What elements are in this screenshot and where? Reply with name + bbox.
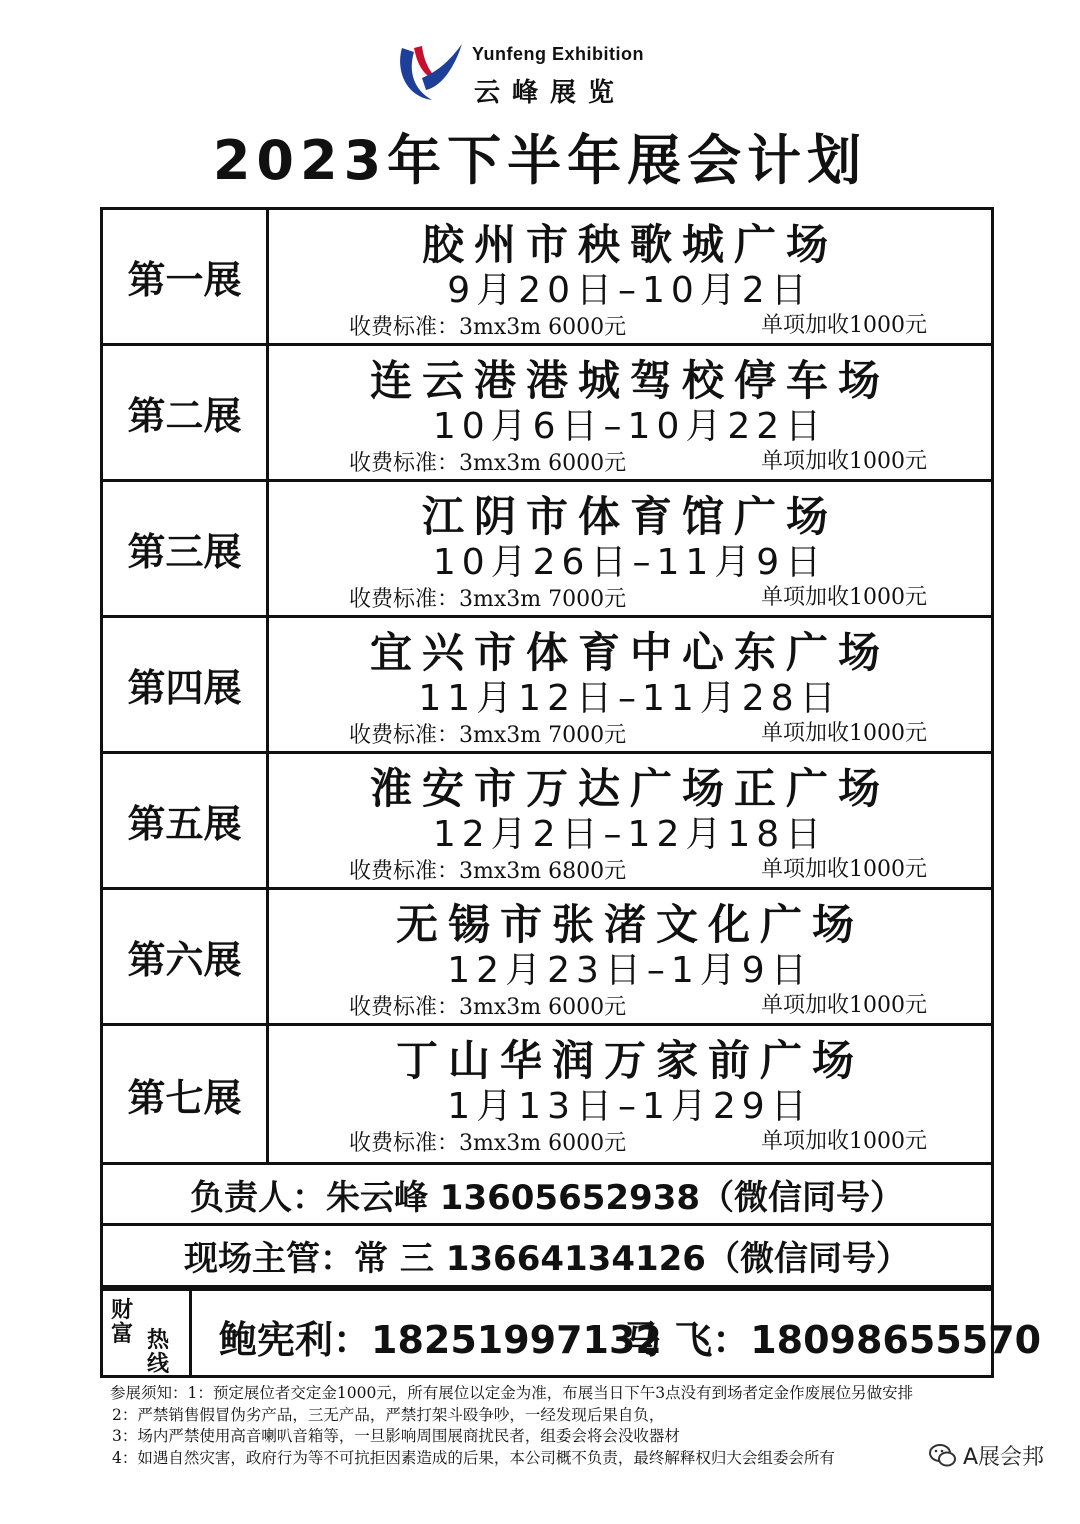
exhibition-label: 第一展 (103, 210, 269, 343)
exhibition-fee: 收费标准：3mx3m 6000元 (349, 1131, 627, 1156)
exhibition-venue: 连云港港城驾校停车场 (369, 356, 890, 405)
exhibition-dates: 10月6日–10月22日 (432, 406, 828, 447)
exhibition-row (103, 618, 991, 754)
exhibition-fee: 收费标准：3mx3m 6000元 (349, 451, 627, 476)
watermark-text: A展会邦 (962, 1445, 1044, 1470)
exhibition-dates: 11月12日–11月28日 (418, 678, 842, 719)
hotline-char: 热 (147, 1328, 170, 1353)
exhibition-dates: 1月13日–1月29日 (447, 1086, 813, 1127)
exhibition-label: 第七展 (103, 1026, 269, 1162)
exhibition-venue: 淮安市万达广场正广场 (369, 764, 890, 813)
exhibition-schedule-table (100, 207, 994, 1165)
exhibition-row (103, 482, 991, 618)
exhibition-extra-fee: 单项加收1000元 (761, 1129, 927, 1154)
exhibition-venue: 胶州市秧歌城广场 (421, 220, 838, 269)
note-line: 参展须知：1：预定展位者交定金1000元，所有展位以定金为准，布展当日下午3点没有到场者定金作废展位另做安排 (110, 1384, 914, 1402)
exhibition-extra-fee: 单项加收1000元 (761, 585, 927, 610)
hotline-label (103, 1291, 192, 1375)
exhibition-dates: 10月26日–11月9日 (432, 542, 828, 583)
logo-mark-icon (392, 38, 464, 108)
exhibition-details (269, 210, 991, 343)
exhibition-extra-fee: 单项加收1000元 (761, 313, 927, 338)
exhibition-venue: 江阴市体育馆广场 (421, 492, 838, 541)
exhibition-row (103, 754, 991, 890)
exhibition-dates: 12月2日–12月18日 (432, 814, 828, 855)
exhibition-extra-fee: 单项加收1000元 (761, 449, 927, 474)
exhibition-extra-fee: 单项加收1000元 (761, 721, 927, 746)
hotline-char: 财 (111, 1298, 134, 1323)
exhibition-fee: 收费标准：3mx3m 6000元 (349, 995, 627, 1020)
note-line: 4：如遇自然灾害，政府行为等不可抗拒因素造成的后果，本公司概不负责，最终解释权归大会组委会所有 (112, 1448, 835, 1467)
note-line: 2：严禁销售假冒伪劣产品，三无产品，严禁打架斗殴争吵，一经发现后果自负， (112, 1405, 665, 1424)
page-title: 2023年下半年展会计划 (212, 129, 868, 192)
exhibition-venue: 无锡市张渚文化广场 (395, 900, 864, 949)
exhibition-details (269, 1026, 991, 1162)
exhibition-details (269, 346, 991, 479)
exhibition-label: 第五展 (103, 754, 269, 887)
exhibition-label: 第六展 (103, 890, 269, 1023)
exhibition-details (269, 618, 991, 751)
exhibition-fee: 收费标准：3mx3m 6000元 (349, 315, 627, 340)
exhibition-row (103, 890, 991, 1026)
exhibition-fee: 收费标准：3mx3m 7000元 (349, 587, 627, 612)
hotline-contact-1: 鲍宪利：18251997132 (219, 1318, 662, 1362)
exhibition-details (269, 890, 991, 1023)
hotline-char: 富 (111, 1322, 134, 1347)
exhibition-extra-fee: 单项加收1000元 (761, 857, 927, 882)
exhibition-fee: 收费标准：3mx3m 7000元 (349, 723, 627, 748)
exhibition-label: 第二展 (103, 346, 269, 479)
exhibition-label: 第三展 (103, 482, 269, 615)
exhibition-row (103, 210, 991, 346)
exhibitor-notes (110, 1383, 1010, 1469)
exhibition-label: 第四展 (103, 618, 269, 751)
company-logo (392, 38, 682, 108)
manager-contact: 负责人：朱云峰 13605652938（微信同号） (100, 1162, 994, 1226)
logo-english-name: Yunfeng Exhibition (472, 44, 644, 64)
exhibition-dates: 9月20日–10月2日 (447, 270, 813, 311)
wechat-icon (929, 1443, 957, 1469)
exhibition-dates: 12月23日–1月9日 (447, 950, 813, 991)
exhibition-details (269, 754, 991, 887)
supervisor-contact: 现场主管：常 三 13664134126（微信同号） (100, 1226, 994, 1288)
exhibition-row (103, 1026, 991, 1162)
wealth-hotline-box (100, 1288, 1042, 1378)
watermark (929, 1440, 1044, 1471)
exhibition-venue: 丁山华润万家前广场 (395, 1036, 864, 1085)
exhibition-extra-fee: 单项加收1000元 (761, 993, 927, 1018)
note-line: 3：场内严禁使用高音喇叭音箱等，一旦影响周围展商扰民者，组委会将会没收器材 (112, 1427, 680, 1445)
exhibition-row (103, 346, 991, 482)
exhibition-venue: 宜兴市体育中心东广场 (369, 628, 890, 677)
hotline-contact-2: 马 飞：18098655570 (623, 1318, 1042, 1362)
hotline-char: 线 (147, 1352, 170, 1377)
logo-chinese-name: 云峰展览 (474, 78, 627, 108)
exhibition-fee: 收费标准：3mx3m 6800元 (349, 859, 627, 884)
exhibition-details (269, 482, 991, 615)
